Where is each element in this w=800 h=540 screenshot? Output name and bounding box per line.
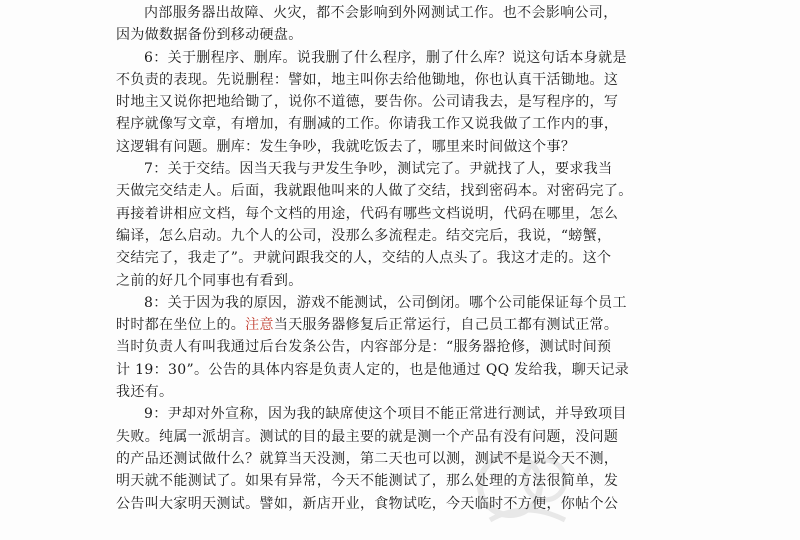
- text-line: 程序就像写文章，有增加，有删减的工作。你请我工作又说我做了工作内的事，: [116, 116, 619, 133]
- text-line: 交结完了，我走了”。尹就问跟我交的人，交结的人点头了。我这才走的。这个: [116, 250, 612, 267]
- text-line: 当时负责人有叫我通过后台发条公告，内容部分是：“服务器抢修，测试时间预: [116, 339, 612, 356]
- text-line: 7：关于交结。因当天我与尹发生争吵，测试完了。尹就找了人，要求我当: [144, 161, 613, 178]
- text-segment: 时时都在坐位上的。: [116, 317, 246, 334]
- text-line: 这逻辑有问题。删库：发生争吵，我就吃饭去了，哪里来时间做这个事？: [116, 138, 576, 155]
- text-segment: 当天服务器修复后正常运行，自己员工都有测试正常。: [273, 317, 619, 334]
- text-line: 因为做数据备份到移动硬盘。: [116, 27, 303, 44]
- text-line: 内部服务器出故障、火灾，都不会影响到外网测试工作。也不会影响公司，: [144, 5, 618, 21]
- text-line: 再接着讲相应文档，每个文档的用途，代码有哪些文档说明，代码在哪里，怎么: [116, 205, 619, 222]
- text-line: 9：尹却对外宣称，因为我的缺席使这个项目不能正常进行测试，并导致项目: [144, 406, 627, 423]
- text-line: 计 19：30”。公告的具体内容是负责人定的，也是他通过 QQ 发给我，聊天记录: [116, 361, 630, 378]
- text-line: 公告叫大家明天测试。譬如，新店开业，食物试吃，今天临时不方便，你帖个公: [116, 495, 619, 512]
- text-line: 我还有。: [116, 384, 174, 401]
- watermark-icon: [470, 440, 580, 530]
- text-line: 明天就不能测试了。如果有异常，今天不能测试了，那么处理的方法很简单，发: [116, 473, 619, 490]
- text-line: 8：关于因为我的原因，游戏不能测试，公司倒闭。哪个公司能保证每个员工: [144, 294, 627, 311]
- document-body: [116, 2, 678, 515]
- text-line: 之前的好几个同事也有看到。: [116, 272, 303, 289]
- text-line: 的产品还测试做什么？就算当天没测，第二天也可以测，测试不是说今天不测，: [116, 450, 619, 467]
- text-line: 失败。纯属一派胡言。测试的目的最主要的就是测一个产品有没有问题，没问题: [116, 428, 619, 445]
- text-line: 天做完交结走人。后面，我就跟他叫来的人做了交结，找到密码本。对密码完了。: [116, 183, 633, 200]
- text-line: 6：关于删程序、删库。说我删了什么程序，删了什么库？说这句话本身就是: [144, 49, 627, 66]
- text-line: [116, 314, 678, 336]
- text-line: 编译，怎么启动。九个人的公司，没那么多流程走。结交完后，我说，“螃蟹，: [116, 227, 612, 244]
- highlight-note: 注意: [245, 317, 274, 334]
- text-line: 不负责的表现。先说删程：譬如，地主叫你去给他锄地，你也认真干活锄地。这: [116, 71, 619, 88]
- text-line: 时地主又说你把地给锄了，说你不道德，要告你。公司请我去，是写程序的，写: [116, 94, 619, 111]
